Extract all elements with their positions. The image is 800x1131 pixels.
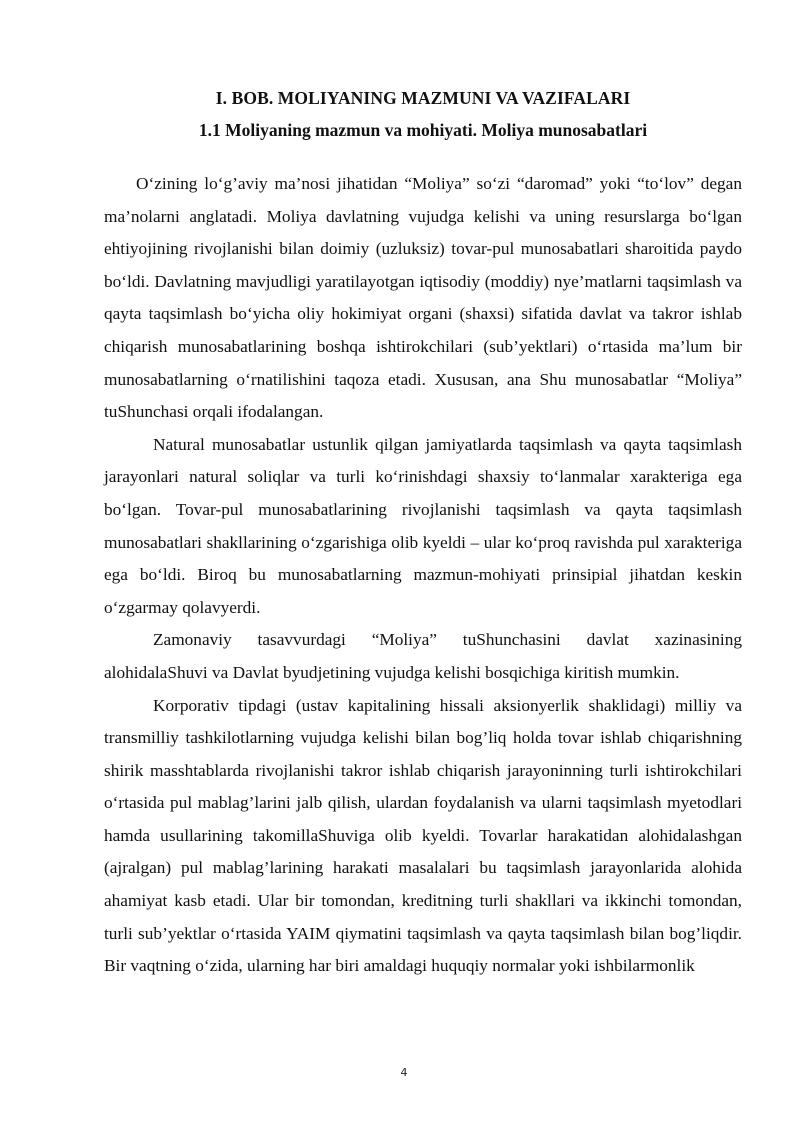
document-page: [104, 86, 742, 983]
paragraph-2: Natural munosabatlar ustunlik qilgan jamiyatlarda taqsimlash va qayta taqsimlash jarayonlari natural soliqlar va turli ko‘rinishdagi shaxsiy to‘lanmalar xarakteriga ega bo‘lgan. Tovar-pul munosabatlarining rivojlanishi taqsimlash va qayta taqsimlash munosabatlari shakllarining o‘zgarishiga olib kyeldi – ular ko‘proq ravishda pul xarakteriga ega bo‘ldi. Biroq bu munosabatlarning mazmun-mohiyati prinsipial jihatdan keskin o‘zgarmay qolavyerdi.: [104, 434, 742, 617]
body-text: [104, 168, 742, 983]
page-number: 4: [400, 1066, 408, 1079]
paragraph-4: Korporativ tipdagi (ustav kapitalining hissali aksionyerlik shaklidagi) milliy va transmilliy tashkilotlarning vujudga kelishi bilan bog’liq holda tovar ishlab chiqarishning shirik masshtablarda rivojlanishi takror ishlab chiqarish jarayoninning turli ishtirokchilari o‘rtasida pul mablag’larini jalb qilish, ulardan foydalanish va ularni taqsimlash myetodlari hamda usullarining takomillaShuviga olib kyeldi. Tovarlar harakatidan alohidalashgan (ajralgan) pul mablag’larining harakati masalalari bu taqsimlash jarayonlarida alohida ahamiyat kasb etadi. Ular bir tomondan, kreditning turli shakllari va ikkinchi tomondan, turli sub’yektlar o‘rtasida YAIM qiymatini taqsimlash va qayta taqsimlash bilan bog’liqdir. Bir vaqtning o‘zida, ularning har biri amaldagi huquqiy normalar yoki ishbilarmonlik: [104, 695, 742, 976]
paragraph-1: O‘zining lo‘g’aviy ma’nosi jihatidan “Moliya” so‘zi “daromad” yoki “to‘lov” degan ma’nolarni anglatadi. Moliya davlatning vujudga kelishi va uning resurslarga bo‘lgan ehtiyojining rivojlanishi bilan doimiy (uzluksiz) tovar-pul munosabatlari sharoitida paydo bo‘ldi. Davlatning mavjudligi yaratilayotgan iqtisodiy (moddiy) nye’matlarni taqsimlash va qayta taqsimlash bo‘yicha oliy hokimiyat organi (shaxsi) sifatida davlat va takror ishlab chiqarish munosabatlarining boshqa ishtirokchilari (sub’yektlari) o‘rtasida ma’lum bir munosabatlarning o‘rnatilishini taqoza etadi. Xususan, ana Shu munosabatlar “Moliya” tuShunchasi orqali ifodalangan.: [104, 174, 742, 422]
section-title: 1.1 Moliyaning mazmun va mohiyati. Moliya munosabatlari: [198, 120, 648, 140]
paragraph-3: Zamonaviy tasavvurdagi “Moliya” tuShunchasini davlat xazinasining alohidalaShuvi va Davlat byudjetining vujudga kelishi bosqichiga kiritish mumkin.: [104, 630, 742, 682]
chapter-title: I. BOB. MOLIYANING MAZMUNI VA VAZIFALARI: [215, 88, 631, 108]
